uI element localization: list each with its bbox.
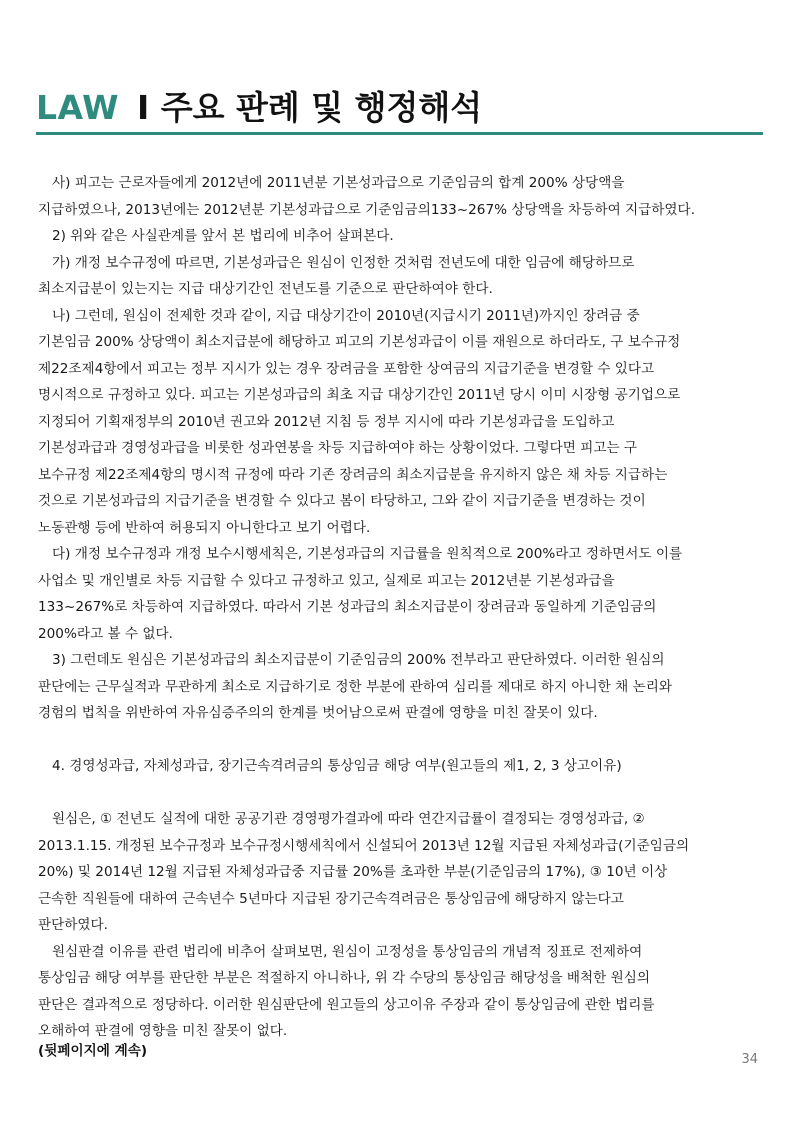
- paragraph-line: 판단은 결과적으로 정당하다. 이러한 원심판단에 원고들의 상고이유 주장과 같이 통상임금에 관한 법리를: [38, 996, 655, 1013]
- paragraph-line: 명시적으로 규정하고 있다. 피고는 기본성과급의 최초 지급 대상기간인 2011년 당시 이미 시장형 공기업으로: [38, 387, 681, 403]
- paragraph-line: 노동관행 등에 반하여 허용되지 아니한다고 보기 어렵다.: [38, 519, 371, 536]
- paragraph-line: 경험의 법칙을 위반하여 자유심증주의의 한계를 벗어남으로써 판결에 영향을 미친 잘못이 있다.: [38, 705, 598, 721]
- paragraph-line: 다) 개정 보수규정과 개정 보수시행세칙은, 기본성과급의 지급률을 원칙적으로 200%라고 정하면서도 이를: [52, 546, 683, 562]
- paragraph-line: 200%라고 볼 수 없다.: [38, 625, 173, 642]
- paragraph-line: 사업소 및 개인별로 차등 지급할 수 있다고 규정하고 있고, 실제로 피고는 2012년분 기본성과급을: [38, 572, 615, 589]
- paragraph-line: 가) 개정 보수규정에 따르면, 기본성과급은 원심이 인정한 것처럼 전년도에 대한 임금에 해당하므로: [52, 254, 635, 271]
- paragraph-line: 판단하였다.: [38, 917, 108, 933]
- paragraph-line: 제22조제4항에서 피고는 정부 지시가 있는 경우 장려금을 포함한 상여금의 지급기준을 변경할 수 있다고: [38, 360, 655, 377]
- section-label: LAW: [36, 88, 119, 127]
- paragraph-line: 보수규정 제22조제4항의 명시적 규정에 따라 기존 장려금의 최소지급분을 유지하지 않은 채 차등 지급하는: [38, 466, 668, 483]
- document-body: [38, 170, 758, 1045]
- paragraph-line: 2013.1.15. 개정된 보수규정과 보수규정시행세칙에서 신설되어 2013년 12월 지급된 자체성과급(기준임금의: [38, 837, 690, 854]
- spacer: [38, 780, 758, 807]
- paragraph-line: 통상임금 해당 여부를 판단한 부분은 적절하지 아니하나, 위 각 수당의 통상임금 해당성을 배척한 원심의: [38, 970, 651, 986]
- paragraph-line: 근속한 직원들에 대하여 근속년수 5년마다 지급된 장기근속격려금은 통상임금에 해당하지 않는다고: [38, 890, 624, 907]
- page-title: Ⅰ 주요 판례 및 행정해석: [137, 88, 483, 127]
- paragraph-line: 원심판결 이유를 관련 법리에 비추어 살펴보면, 원심이 고정성을 통상임금의 개념적 징표로 전제하여: [52, 943, 643, 960]
- paragraph-line: 판단에는 근무실적과 무관하게 최소로 지급하기로 정한 부분에 관하여 심리를 제대로 하지 아니한 채 논리와: [38, 678, 672, 695]
- spacer: [38, 727, 758, 754]
- page-header: [36, 84, 762, 132]
- page-number: 34: [741, 1052, 758, 1067]
- section-heading: 4. 경영성과급, 자체성과급, 장기근속격려금의 통상임금 해당 여부(원고들의 제1, 2, 3 상고이유): [52, 758, 622, 774]
- paragraph-line: 2) 위와 같은 사실관계를 앞서 본 법리에 비추어 살펴본다.: [52, 228, 394, 244]
- paragraph-line: 나) 그런데, 원심이 전제한 것과 같이, 지급 대상기간이 2010년(지급시기 2011년)까지인 장려금 중: [52, 307, 640, 324]
- paragraph-line: 원심은, ① 전년도 실적에 대한 공공기관 경영평가결과에 따라 연간지급률이 결정되는 경영성과급, ②: [52, 811, 645, 827]
- paragraph-line: 기본임금 200% 상당액이 최소지급분에 해당하고 피고의 기본성과급이 이를 재원으로 하더라도, 구 보수규정: [38, 334, 681, 350]
- paragraph-line: 지정되어 기획재정부의 2010년 권고와 2012년 지침 등 정부 지시에 따라 기본성과급을 도입하고: [38, 413, 615, 430]
- paragraph-line: 기본성과급과 경영성과급을 비롯한 성과연봉을 차등 지급하여야 하는 상황이었다. 그렇다면 피고는 구: [38, 440, 638, 456]
- paragraph-line: 것으로 기본성과급의 지급기준을 변경할 수 있다고 봄이 타당하고, 그와 같이 지급기준을 변경하는 것이: [38, 493, 646, 509]
- paragraph-line: 지급하였으나, 2013년에는 2012년분 기본성과급으로 기준임금의133~267% 상당액을 차등하여 지급하였다.: [38, 201, 696, 218]
- header-title-line: [36, 84, 482, 132]
- paragraph-line: 3) 그런데도 원심은 기본성과급의 최소지급분이 기준임금의 200% 전부라고 판단하였다. 이러한 원심의: [52, 652, 665, 668]
- paragraph-line: 20%) 및 2014년 12월 지급된 자체성과급중 지급률 20%를 초과한 부분(기준임금의 17%), ③ 10년 이상: [38, 864, 668, 880]
- paragraph-line: 133~267%로 차등하여 지급하였다. 따라서 기본 성과급의 최소지급분이 장려금과 동일하게 기준임금의: [38, 599, 657, 615]
- header-divider: [36, 132, 763, 135]
- paragraph-line: 사) 피고는 근로자들에게 2012년에 2011년분 기본성과급으로 기준임금의 합계 200% 상당액을: [52, 175, 625, 191]
- paragraph-line: 오해하여 판결에 영향을 미친 잘못이 없다.: [38, 1023, 288, 1039]
- paragraph-line: 최소지급분이 있는지는 지급 대상기간인 전년도를 기준으로 판단하여야 한다.: [38, 281, 493, 297]
- continued-note: (뒷페이지에 계속): [38, 1043, 148, 1059]
